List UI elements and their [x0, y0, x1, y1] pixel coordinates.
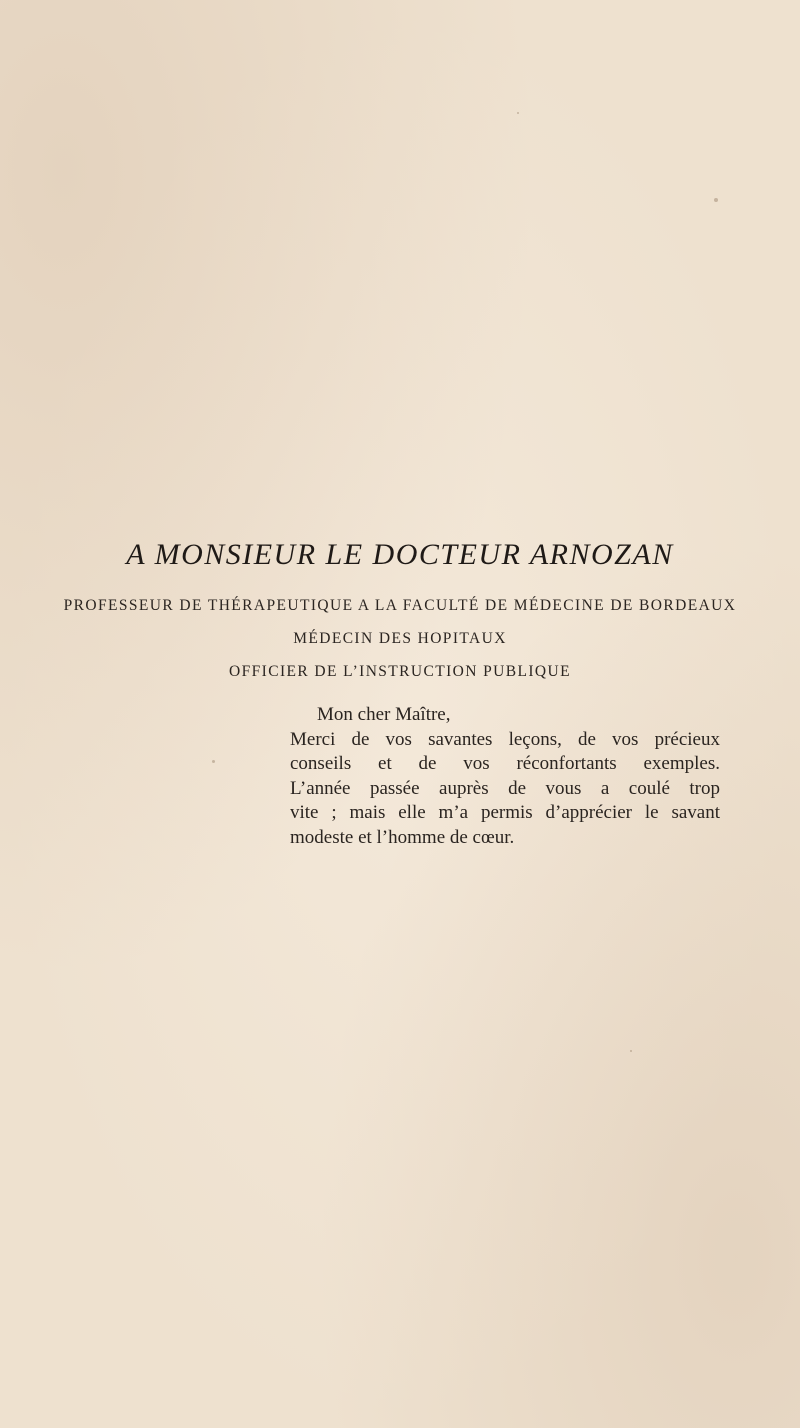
letter-line: Merci de vos savantes leçons, de vos précieux [290, 728, 720, 750]
letter-line: conseils et de vos réconfortants exemples. [290, 753, 720, 774]
paper-speck [714, 198, 718, 202]
credential-hospital-physician: MÉDECIN DES HOPITAUX [293, 630, 507, 647]
paper-speck [517, 112, 519, 114]
letter-salutation: Mon cher Maître, [317, 704, 451, 725]
credential-professor: PROFESSEUR DE THÉRAPEUTIQUE A LA FACULTÉ DE MÉDECINE DE BORDEAUX [63, 597, 737, 614]
dedication-letter [290, 703, 720, 850]
paper-speck [212, 760, 215, 763]
letter-line: modeste et l’homme de cœur. [290, 826, 515, 848]
dedication-title: A MONSIEUR LE DOCTEUR ARNOZAN [126, 538, 674, 571]
letter-line: L’année passée auprès de vous a coulé trop [290, 777, 720, 799]
letter-line: vite ; mais elle m’a permis d’apprécier le savant [290, 802, 720, 823]
paper-speck [630, 1050, 632, 1052]
credential-officer: OFFICIER DE L’INSTRUCTION PUBLIQUE [229, 663, 571, 680]
